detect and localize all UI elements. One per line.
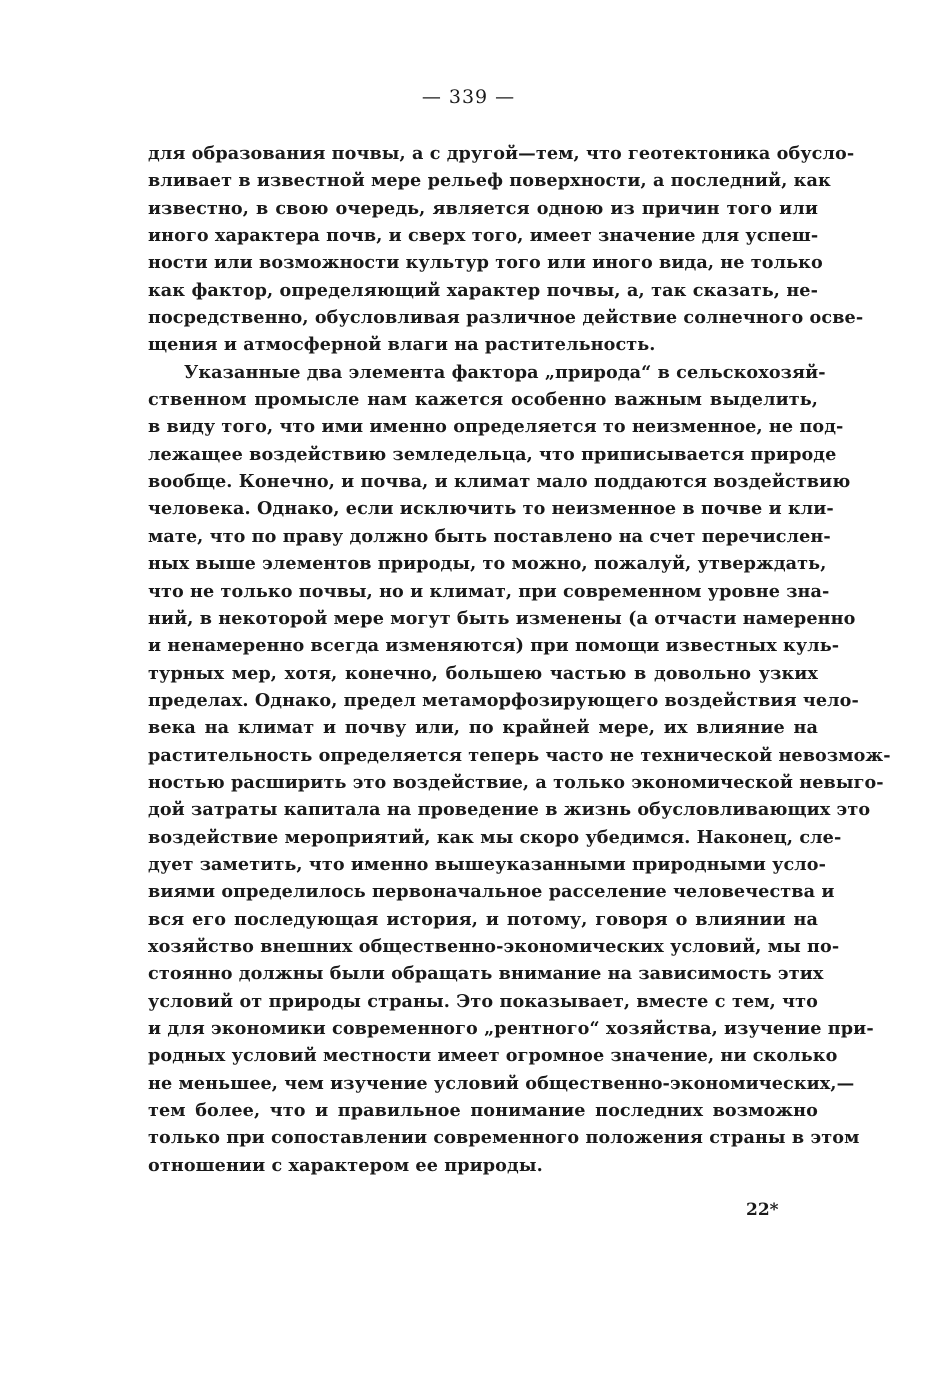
text-line: и для экономики современного „рентного“ хозяйства, изучение при- [148,1018,874,1039]
text-line: ностью расширить это воздействие, а только экономической невыго- [148,771,884,793]
body-text [148,140,891,1179]
text-line: хозяйство внешних общественно-экономических условий, мы по- [148,935,840,957]
text-line: стоянно должны были обращать внимание на зависимость этих [148,963,824,985]
text-line: воздействие мероприятий, как мы скоро убедимся. Наконец, сле- [148,826,842,848]
text-line: вливает в известной мере рельеф поверхности, а последний, как [148,170,831,192]
text-line: ных выше элементов природы, то можно, пожалуй, утверждать, [148,553,827,575]
text-line: что не только почвы, но и климат, при современном уровне зна- [148,580,830,602]
text-line: человека. Однако, если исключить то неизменное в почве и кли- [148,498,834,520]
text-line: ственном промысле нам кажется особенно важным выделить, [148,389,818,411]
text-line: щения и атмосферной влаги на растительность. [148,334,656,356]
text-line: вся его последующая история, и потому, говоря о влиянии на [148,908,818,930]
text-line: и ненамеренно всегда изменяются) при помощи известных куль- [148,635,840,657]
text-line: посредственно, обусловливая различное действие солнечного осве- [148,307,864,329]
text-line: мате, что по праву должно быть поставлено на счет перечислен- [148,525,831,547]
text-line: турных мер, хотя, конечно, большею частью в довольно узких [148,662,818,684]
text-line: ности или возможности культур того или иного вида, не только [148,252,823,274]
text-line: лежащее воздействию земледельца, что приписывается природе [148,443,837,465]
text-line: века на климат и почву или, по крайней мере, их влияние на [148,717,818,739]
text-line: известно, в свою очередь, является одною из причин того или [148,197,818,219]
text-line: не меньшее, чем изучение условий общественно-экономических,— [148,1072,855,1094]
text-line: отношении с характером ее природы. [148,1154,543,1176]
signature-mark: 22* [746,1200,779,1220]
text-line: дует заметить, что именно вышеуказанными природными усло- [148,853,827,875]
text-line: Указанные два элемента фактора „природа“ в сельскохозяй- [184,361,826,383]
text-line: как фактор, определяющий характер почвы, а, так сказать, не- [148,279,818,301]
text-line: растительность определяется теперь часто не технической невозмож- [148,744,891,766]
page-number: — 339 — [421,86,516,108]
text-line: виями определилось первоначальное расселение человечества и [148,881,835,903]
text-line: ний, в некоторой мере могут быть изменены (а отчасти намеренно [148,607,856,629]
text-line: только при сопоставлении современного положения страны в этом [148,1127,860,1149]
text-line: вообще. Конечно, и почва, и климат мало поддаются воздействию [148,471,851,493]
text-line: иного характера почв, и сверх того, имеет значение для успеш- [148,225,819,247]
text-line: тем более, что и правильное понимание последних возможно [148,1100,818,1122]
text-line: для образования почвы, а с другой—тем, что геотектоника обусло- [148,143,855,164]
text-line: дой затраты капитала на проведение в жизнь обусловливающих это [148,799,871,821]
text-line: условий от природы страны. Это показывает, вместе с тем, что [148,990,818,1012]
text-line: родных условий местности имеет огромное значение, ни сколько [148,1045,838,1067]
text-line: в виду того, что ими именно определяется то неизменное, не под- [148,416,844,438]
text-line: пределах. Однако, предел метаморфозирующего воздействия чело- [148,689,859,711]
